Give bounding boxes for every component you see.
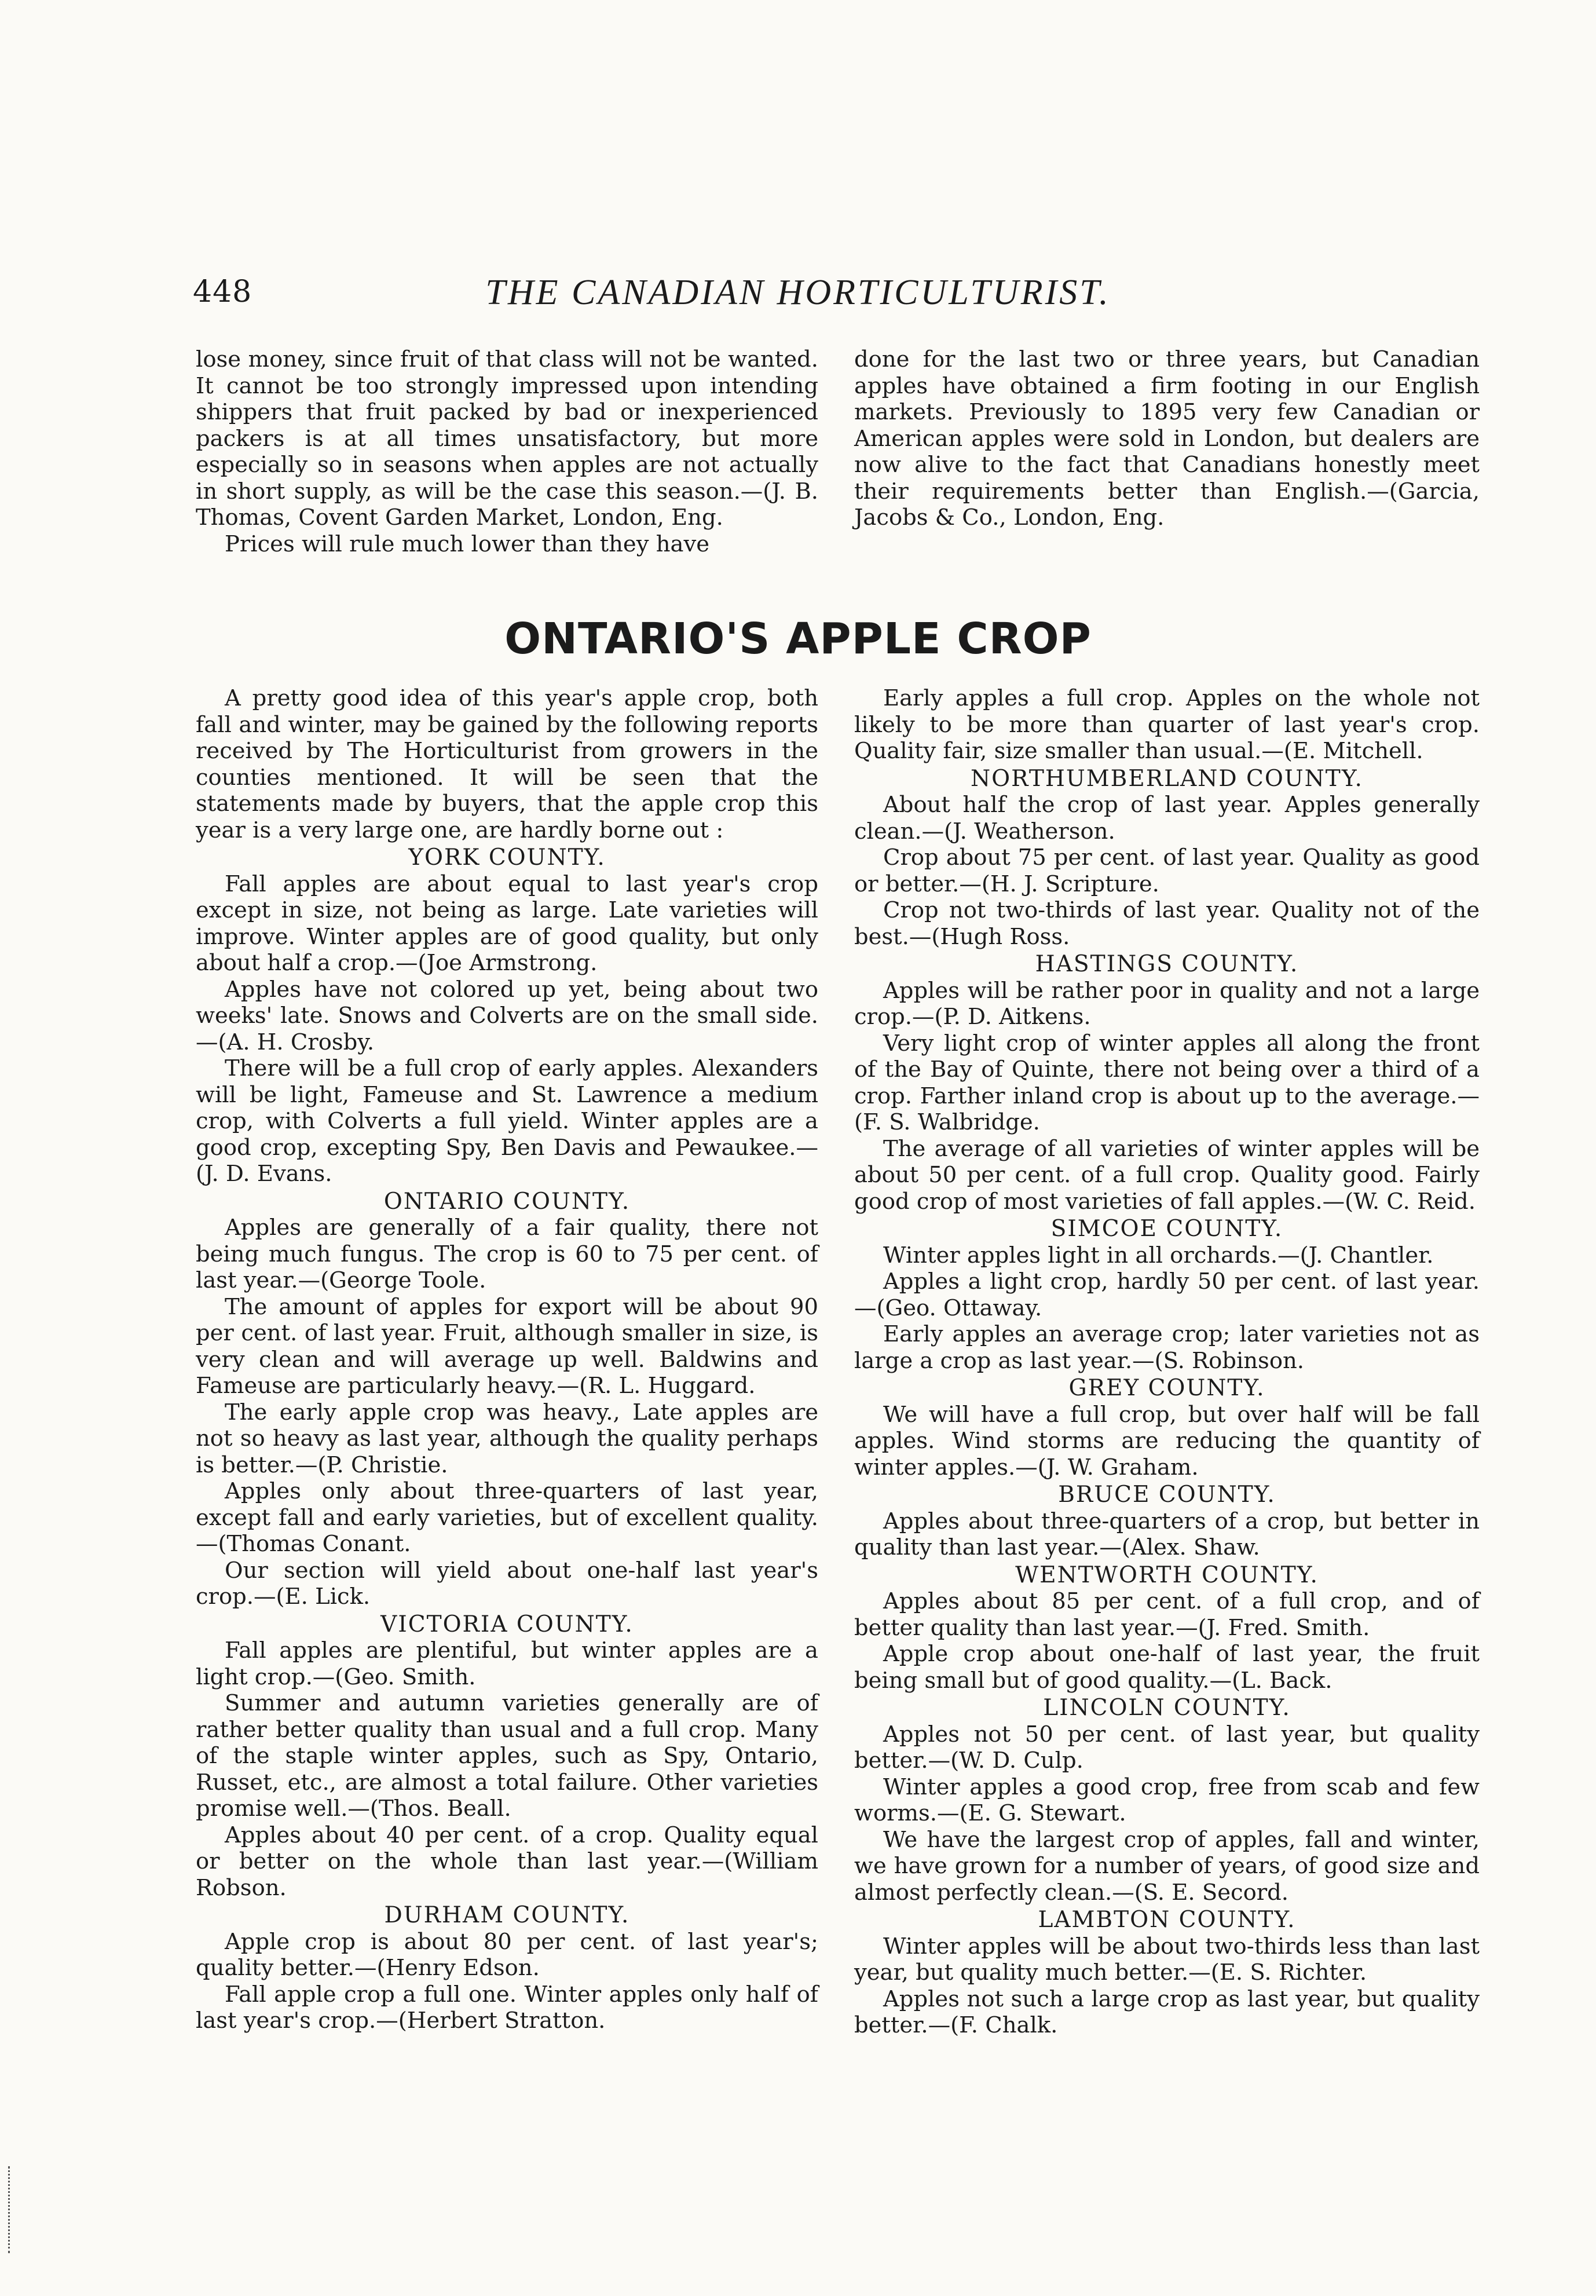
report-paragraph: Summer and autumn varieties generally are of rather better quality than usual and a full crop. Many of the staple winter apples, such as Spy, Ontario, Russet, etc., are almost a total failure. Other varieties promise well.—(Thos. Beall. bbox=[196, 1690, 818, 1822]
report-paragraph: Very light crop of winter apples all along the front of the Bay of Quinte, there not being over a third of a crop. Farther inland crop is about up to the average.—(F. S. Walbridge. bbox=[854, 1030, 1480, 1135]
report-paragraph: Winter apples a good crop, free from scab and few worms.—(E. G. Stewart. bbox=[854, 1774, 1480, 1826]
report-paragraph: We have the largest crop of apples, fall and winter, we have grown for a number of years, of good size and almost perfectly clean.—(S. E. Secord. bbox=[854, 1826, 1480, 1906]
county-heading: ONTARIO COUNTY. bbox=[383, 1188, 631, 1215]
report-paragraph: Apples a light crop, hardly 50 per cent. of last year.—(Geo. Ottaway. bbox=[854, 1268, 1480, 1321]
report-paragraph: The early apple crop was heavy., Late apples are not so heavy as last year, although the quality perhaps is better.—(P. Christie. bbox=[196, 1399, 818, 1478]
report-paragraph: Apple crop about one-half of last year, the fruit being small but of good quality.—(L. Back. bbox=[854, 1641, 1480, 1694]
report-paragraph: Apples about three-quarters of a crop, but better in quality than last year.—(Alex. Shaw. bbox=[854, 1508, 1480, 1560]
report-paragraph: The average of all varieties of winter apples will be about 50 per cent. of a full crop. Quality good. Fairly good crop of most varieties of fall apples.—(W. C. Reid. bbox=[854, 1135, 1480, 1215]
county-heading: WENTWORTH COUNTY. bbox=[1015, 1562, 1319, 1588]
report-paragraph: Apples not such a large crop as last year, but quality better.—(F. Chalk. bbox=[854, 1986, 1480, 2038]
article-headline: ONTARIO'S APPLE CROP bbox=[504, 614, 1092, 664]
county-heading: LAMBTON COUNTY. bbox=[1038, 1907, 1296, 1933]
report-paragraph: Winter apples light in all orchards.—(J. Chantler. bbox=[883, 1242, 1434, 1268]
county-heading: LINCOLN COUNTY. bbox=[1043, 1695, 1291, 1721]
running-title: THE CANADIAN HORTICULTURIST. bbox=[485, 273, 1111, 312]
report-paragraph: Apples are generally of a fair quality, there not being much fungus. The crop is 60 to 75 per cent. of last year.—(George Toole. bbox=[196, 1215, 818, 1293]
report-paragraph: Apples have not colored up yet, being about two weeks' late. Snows and Colverts are on the small side.—(A. H. Crosby. bbox=[196, 976, 818, 1055]
county-heading: BRUCE COUNTY. bbox=[1058, 1482, 1276, 1508]
paragraph: done for the last two or three years, but Canadian apples have obtained a firm footing in our English markets. Previously to 1895 very few Canadian or American apples were sold in London, but dealers are now alive to the fact that Canadians honestly meet their requirements better than English.—(Garcia, Jacobs & Co., London, Eng. bbox=[854, 346, 1480, 531]
report-paragraph: Apple crop is about 80 per cent. of last year's; quality better.—(Henry Edson. bbox=[196, 1928, 818, 1981]
page-number: 448 bbox=[193, 275, 252, 309]
county-heading: GREY COUNTY. bbox=[1068, 1375, 1265, 1401]
county-heading: SIMCOE COUNTY. bbox=[1050, 1216, 1283, 1242]
paragraph: Early apples a full crop. Apples on the whole not likely to be more than quarter of last year's crop. Quality fair, size smaller than usual.—(E. Mitchell. bbox=[854, 685, 1480, 764]
county-heading: NORTHUMBERLAND COUNTY. bbox=[971, 765, 1363, 792]
paragraph: Prices will rule much lower than they have bbox=[225, 531, 709, 557]
report-paragraph: Our section will yield about one-half last year's crop.—(E. Lick. bbox=[196, 1557, 818, 1610]
report-paragraph: Winter apples will be about two-thirds less than last year, but quality much better.—(E. S. Richter. bbox=[854, 1933, 1480, 1986]
report-paragraph: About half the crop of last year. Apples generally clean.—(J. Weatherson. bbox=[854, 792, 1480, 844]
margin-mark bbox=[8, 2166, 13, 2253]
county-heading: DURHAM COUNTY. bbox=[384, 1902, 630, 1928]
top-right-column bbox=[854, 346, 1480, 531]
paragraph: lose money, since fruit of that class will not be wanted. It cannot be too strongly impressed upon intending shippers that fruit packed by bad or inexperienced packers is at all times unsatisfactory, but more especially so in seasons when apples are not actually in short supply, as will be the case this season.—(J. B. Thomas, Covent Garden Market, London, Eng. bbox=[196, 346, 818, 531]
intro-paragraph: A pretty good idea of this year's apple crop, both fall and winter, may be gained by the following reports received by The Horticulturist from growers in the counties mentioned. It will be seen that the statements made by buyers, that the apple crop this year is a very large one, are hardly borne out : bbox=[196, 685, 818, 843]
report-paragraph: Crop not two-thirds of last year. Quality not of the best.—(Hugh Ross. bbox=[854, 897, 1480, 950]
top-left-column bbox=[196, 346, 818, 557]
report-paragraph: Fall apples are plentiful, but winter apples are a light crop.—(Geo. Smith. bbox=[196, 1637, 818, 1690]
report-paragraph: Apples only about three-quarters of last year, except fall and early varieties, but of excellent quality.—(Thomas Conant. bbox=[196, 1478, 818, 1557]
county-heading: HASTINGS COUNTY. bbox=[1035, 951, 1299, 977]
report-paragraph: Fall apples are about equal to last year's crop except in size, not being as large. Late varieties will improve. Winter apples are of good quality, but only about half a crop.—(Joe Armstrong. bbox=[196, 871, 818, 976]
county-heading: VICTORIA COUNTY. bbox=[380, 1611, 634, 1637]
report-paragraph: The amount of apples for export will be about 90 per cent. of last year. Fruit, although smaller in size, is very clean and will average up well. Baldwins and Fameuse are particularly heavy.—(R. L. Huggard. bbox=[196, 1293, 818, 1399]
report-paragraph: Crop about 75 per cent. of last year. Quality as good or better.—(H. J. Scripture. bbox=[854, 844, 1480, 897]
report-paragraph: We will have a full crop, but over half will be fall apples. Wind storms are reducing the quantity of winter apples.—(J. W. Graham. bbox=[854, 1401, 1480, 1480]
report-paragraph: Apples about 85 per cent. of a full crop, and of better quality than last year.—(J. Fred. Smith. bbox=[854, 1588, 1480, 1641]
page-header bbox=[193, 272, 1403, 324]
right-column bbox=[854, 685, 1480, 2039]
report-paragraph: Apples about 40 per cent. of a crop. Quality equal or better on the whole than last year.—(William Robson. bbox=[196, 1822, 818, 1901]
left-column bbox=[196, 685, 818, 2034]
report-paragraph: Apples will be rather poor in quality and not a large crop.—(P. D. Aitkens. bbox=[854, 977, 1480, 1030]
report-paragraph: There will be a full crop of early apples. Alexanders will be light, Fameuse and St. Lawrence a medium crop, with Colverts a full yield. Winter apples are a good crop, excepting Spy, Ben Davis and Pewaukee.—(J. D. Evans. bbox=[196, 1055, 818, 1187]
county-heading: YORK COUNTY. bbox=[408, 844, 606, 871]
report-paragraph: Apples not 50 per cent. of last year, but quality better.—(W. D. Culp. bbox=[854, 1721, 1480, 1774]
report-paragraph: Early apples an average crop; later varieties not as large a crop as last year.—(S. Robinson. bbox=[854, 1321, 1480, 1374]
report-paragraph: Fall apple crop a full one. Winter apples only half of last year's crop.—(Herbert Stratton. bbox=[196, 1981, 818, 2034]
